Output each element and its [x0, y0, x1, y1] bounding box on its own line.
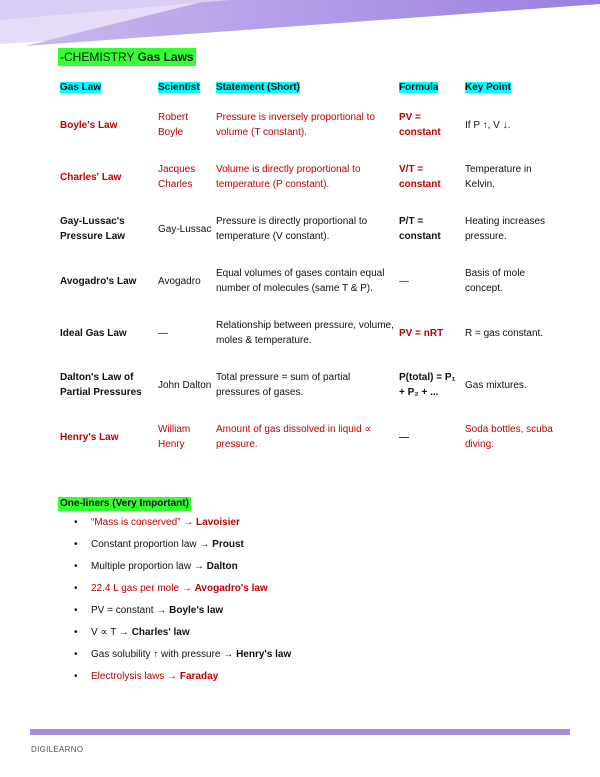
table-row	[58, 203, 562, 255]
cell-law: Avogadro's Law	[60, 275, 137, 287]
list-item: • 22.4 L gas per mole → Avogadro's law	[58, 581, 291, 603]
header-key-point: Key Point	[465, 82, 512, 93]
cell-statement: Equal volumes of gases contain equal number of molecules (same T & P).	[216, 268, 385, 294]
cell-scientist: Avogadro	[158, 275, 201, 287]
cell-scientist: Gay-Lussac	[158, 223, 212, 235]
header-statement: Statement (Short)	[216, 82, 300, 93]
header-formula: Formula	[399, 82, 439, 93]
cell-statement: Pressure is inversely proportional to volume (T constant).	[216, 112, 375, 138]
cell-statement: Volume is directly proportional to temperature (P constant).	[216, 164, 361, 190]
oneliners-list	[58, 515, 291, 691]
list-item: • Electrolysis laws → Faraday	[58, 669, 291, 691]
table-row	[58, 307, 562, 359]
list-item: • Constant proportion law → Proust	[58, 537, 291, 559]
header-scientist: Scientist	[158, 82, 200, 93]
footer-brand: DIGILEARNO	[31, 745, 84, 754]
cell-law: Charles' Law	[60, 171, 122, 183]
cell-law: Dalton's Law of Partial Pressures	[60, 372, 142, 398]
gas-laws-table	[58, 76, 562, 463]
cell-formula: —	[399, 431, 409, 443]
cell-statement: Pressure is directly proportional to temperature (V constant).	[216, 216, 368, 242]
table-header-row	[58, 76, 562, 99]
cell-scientist: —	[158, 327, 168, 339]
list-item: • Gas solubility ↑ with pressure → Henry's law	[58, 647, 291, 669]
table-row	[58, 151, 562, 203]
table-row	[58, 255, 562, 307]
list-item: • PV = constant → Boyle's law	[58, 603, 291, 625]
header-gas-law: Gas Law	[60, 82, 102, 93]
list-item: • “Mass is conserved” → Lavoisier	[58, 515, 291, 537]
table-row	[58, 359, 562, 411]
cell-law: Boyle's Law	[60, 119, 118, 131]
cell-formula: P/T = constant	[399, 216, 441, 242]
title-bold: Gas Laws	[137, 50, 194, 64]
title-prefix: -CHEMISTRY	[60, 50, 138, 64]
page-title	[58, 48, 196, 66]
cell-formula: V/T = constant	[399, 164, 441, 190]
cell-key-point: Gas mixtures.	[465, 379, 527, 391]
cell-formula: P(total) = P₁ + P₂ + ...	[399, 372, 456, 398]
cell-law: Ideal Gas Law	[60, 327, 127, 339]
cell-key-point: R = gas constant.	[465, 327, 544, 339]
cell-statement: Total pressure = sum of partial pressures of gases.	[216, 372, 351, 398]
cell-law: Henry's Law	[60, 431, 119, 443]
cell-formula: PV = constant	[399, 112, 441, 138]
cell-scientist: Robert Boyle	[158, 112, 189, 138]
footer-bar	[30, 729, 570, 735]
table-row	[58, 411, 562, 463]
cell-key-point: Temperature in Kelvin.	[465, 164, 532, 190]
cell-formula: PV = nRT	[399, 327, 444, 339]
cell-key-point: Basis of mole concept.	[465, 268, 526, 294]
cell-key-point: Soda bottles, scuba diving.	[465, 424, 553, 450]
cell-key-point: If P ↑, V ↓.	[465, 119, 511, 131]
oneliners-heading: One-liners (Very Important)	[60, 498, 189, 509]
table-row	[58, 99, 562, 151]
cell-scientist: William Henry	[158, 424, 191, 450]
cell-scientist: Jacques Charles	[158, 164, 196, 190]
list-item: • Multiple proportion law → Dalton	[58, 559, 291, 581]
cell-scientist: John Dalton	[158, 379, 212, 391]
cell-statement: Relationship between pressure, volume, moles & temperature.	[216, 320, 394, 346]
cell-statement: Amount of gas dissolved in liquid ∝ pressure.	[216, 424, 372, 450]
cell-key-point: Heating increases pressure.	[465, 216, 546, 242]
cell-law: Gay-Lussac's Pressure Law	[60, 216, 126, 242]
list-item: • V ∝ T → Charles' law	[58, 625, 291, 647]
cell-formula: —	[399, 275, 409, 287]
